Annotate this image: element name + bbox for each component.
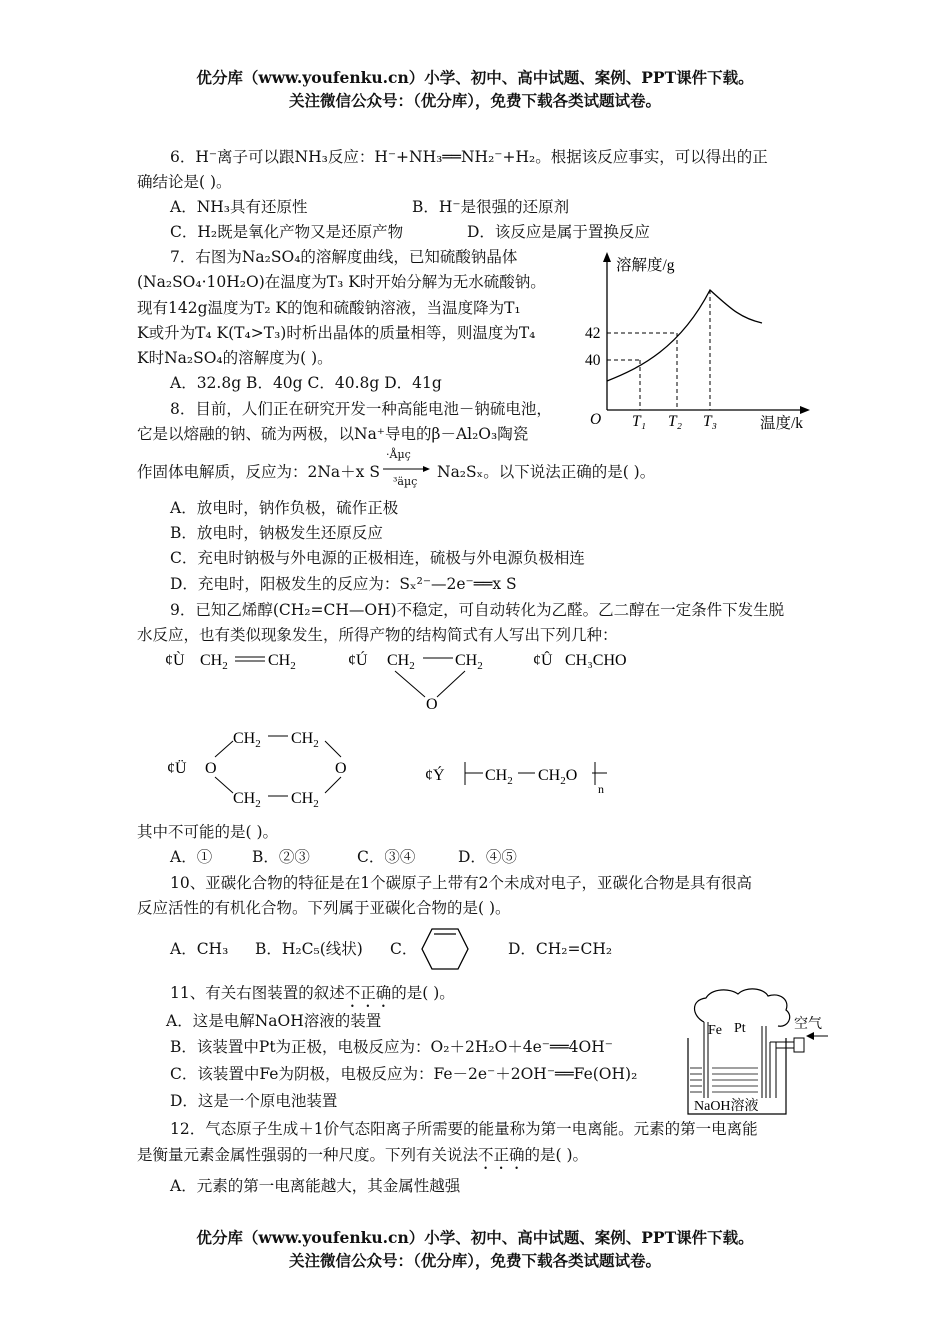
header-line-1: 优分库（www.youfenku.cn）小学、初中、高中试题、案例、PPT课件下载。: [196, 68, 754, 87]
s5-ch: CH: [485, 767, 508, 784]
q12-option-a: A．元素的第一电离能越大，其金属性越强: [170, 1177, 461, 1195]
q8-option-a: A．放电时，钠作负极，硫作正极: [170, 499, 399, 517]
s5-sub-b: 2: [560, 775, 566, 787]
header-line-2: 关注微信公众号：（优分库），免费下载各类试题试卷。: [288, 91, 661, 110]
svg-text:CH2: [233, 730, 261, 750]
q10-option-b: B．H₂C₅(线状): [255, 940, 363, 958]
s4-ch-bl: CH: [233, 790, 256, 807]
s2-o: O: [426, 696, 438, 713]
q7-line-5: K时Na₂SO₄的溶解度为( )。: [137, 349, 333, 367]
svg-text:CH2: [387, 652, 415, 672]
q11-option-c: C．该装置中Fe为阴极，电极反应为：Fe－2e⁻＋2OH⁻══Fe(OH)₂: [170, 1065, 638, 1083]
q11-stem: [170, 981, 455, 1011]
label-fe: Fe: [708, 1023, 722, 1038]
q8-line-1: 8．目前，人们正在研究开发一种高能电池－钠硫电池，: [170, 400, 552, 418]
q11-option-b: B．该装置中Pt为正极，电极反应为：O₂＋2H₂O＋4e⁻══4OH⁻: [170, 1038, 613, 1056]
q9-line-1: 9．已知乙烯醇(CH₂=CH—OH)不稳定，可自动转化为乙醛。乙二醇在一定条件下发生脱: [170, 601, 785, 619]
q11-option-d: D．这是一个原电池装置: [170, 1092, 338, 1110]
s4-sub-br: 2: [313, 798, 319, 810]
svg-text:CH2: [268, 652, 296, 672]
q9-option-b: B．②③: [252, 848, 310, 866]
s4-sub-bl: 2: [255, 798, 261, 810]
graph-y-tick-40: 40: [585, 352, 601, 369]
q12-line-2b: 的是( )。: [524, 1146, 589, 1164]
s5-sub: 2: [507, 775, 513, 787]
q8-line-2: 它是以熔融的钠、硫为两极，以Na⁺导电的β－Al₂O₃陶瓷: [137, 425, 529, 443]
cyclohexene-icon: [420, 926, 470, 972]
s3-ch3cho: CH₃CHO: [565, 652, 627, 669]
s4-sub-tl: 2: [255, 738, 261, 750]
solubility-graph: [580, 248, 810, 438]
s4-o-right: O: [335, 760, 347, 777]
q6-option-a: A．NH₃具有还原性: [170, 198, 308, 216]
q8-option-d: D．充电时，阳极发生的反应为：Sₓ²⁻—2e⁻══x S: [170, 575, 517, 593]
footer-line-1: 优分库（www.youfenku.cn）小学、初中、高中试题、案例、PPT课件下载。: [196, 1228, 754, 1247]
s2-sub-b: 2: [477, 660, 483, 672]
q12-line-2: [137, 1143, 588, 1173]
q8-arrow-bottom: ³äµç: [393, 475, 418, 488]
svg-text:CH2: [200, 652, 228, 672]
q10-option-c: C．: [390, 940, 418, 958]
s2-ch-b: CH: [455, 652, 478, 669]
q10-line-1: 10、亚碳化合物的特征是在1个碳原子上带有2个未成对电子，亚碳化合物是具有很高: [170, 874, 752, 892]
graph-t2: T₂: [668, 413, 683, 430]
svg-text:CH2: [291, 730, 319, 750]
s5-ch-b: CH: [538, 767, 561, 784]
q11-stem-a: 11、有关右图装置的叙述: [170, 984, 345, 1002]
q10-option-d: D．CH₂=CH₂: [508, 940, 613, 958]
q10-option-a: A．CH₃: [170, 940, 229, 958]
marker-4: ¢Ü: [167, 760, 187, 777]
q6-option-b: B．H⁻是很强的还原剂: [412, 198, 570, 216]
s4-ch-tr: CH: [291, 730, 314, 747]
graph-y-label: 溶解度/g: [616, 257, 675, 274]
q9-structures: [165, 645, 665, 810]
q7-line-2: (Na₂SO₄·10H₂O)在温度为T₃ K时开始分解为无水硫酸钠。: [137, 273, 546, 291]
q12-line-1: 12．气态原子生成＋1价气态阳离子所需要的能量称为第一电离能。元素的第一电离能: [170, 1120, 758, 1138]
s4-sub-tr: 2: [313, 738, 319, 750]
graph-origin: O: [590, 411, 602, 428]
graph-y-tick-42: 42: [585, 325, 601, 342]
q8-arrow-top: ·Åµç: [386, 448, 411, 461]
label-air: 空气: [794, 1017, 822, 1032]
label-pt: Pt: [734, 1021, 746, 1036]
apparatus-diagram: [682, 986, 832, 1118]
q9-option-c: C．③④: [357, 848, 416, 866]
s1-sub-b: 2: [290, 660, 296, 672]
q9-line-2: 水反应，也有类似现象发生，所得产物的结构简式有人写出下列几种：: [137, 626, 618, 644]
q7-options: A．32.8g B．40g C．40.8g D．41g: [170, 374, 442, 392]
s4-ch-tl: CH: [233, 730, 256, 747]
svg-text:CH2: [455, 652, 483, 672]
s1-ch-b: CH: [268, 652, 291, 669]
graph-t1: T₁: [632, 413, 647, 430]
s4-o-left: O: [205, 760, 217, 777]
svg-text:CH2: [291, 790, 319, 810]
q11-stem-b: 的是( )。: [391, 984, 455, 1002]
q9-option-a: A．①: [170, 848, 213, 866]
s2-sub: 2: [409, 660, 415, 672]
svg-text:CH2: [485, 767, 513, 787]
marker-2: ¢Ú: [348, 652, 368, 669]
q8-option-c: C．充电时钠极与外电源的正极相连，硫极与外电源负极相连: [170, 549, 585, 567]
graph-x-label: 温度/k: [760, 415, 804, 432]
q10-line-2: 反应活性的有机化合物。下列属于亚碳化合物的是( )。: [137, 899, 511, 917]
q6-stem-line-1: 6．H⁻离子可以跟NH₃反应：H⁻+NH₃══NH₂⁻+H₂。根据该反应事实，可以得出的正: [170, 148, 768, 166]
q7-line-4: K或升为T₄ K(T₄>T₃)时析出晶体的质量相等，则温度为T₄: [137, 324, 536, 342]
q9-ask: 其中不可能的是( )。: [137, 823, 279, 841]
q9-option-d: D．④⑤: [458, 848, 517, 866]
q11-option-a: A．这是电解NaOH溶液的装置: [166, 1012, 382, 1030]
s5-o: O: [565, 767, 578, 784]
graph-t3: T₃: [703, 413, 718, 430]
solubility-curve: [607, 290, 762, 381]
svg-text:CH2: [233, 790, 261, 810]
q6-option-d: D．该反应是属于置换反应: [467, 223, 650, 241]
marker-1: ¢Ù: [165, 652, 185, 669]
q8-option-b: B．放电时，钠极发生还原反应: [170, 524, 383, 542]
q12-line-2a: 是衡量元素金属性强弱的一种尺度。下列有关说法: [137, 1146, 479, 1164]
footer-line-2: 关注微信公众号：（优分库），免费下载各类试题试卷。: [288, 1251, 661, 1270]
q7-line-1: 7．右图为Na₂SO₄的溶解度曲线，已知硫酸钠晶体: [170, 248, 518, 266]
svg-text:CH2O: [538, 767, 577, 787]
marker-5: ¢Ý: [425, 767, 445, 784]
q8-line-3a: 作固体电解质，反应为：2Na＋x S: [137, 463, 380, 481]
q6-option-c: C．H₂既是氧化产物又是还原产物: [170, 223, 404, 241]
s5-n: n: [598, 782, 604, 796]
s2-ch: CH: [387, 652, 410, 669]
q8-reaction-arrow: [383, 465, 431, 473]
marker-3: ¢Û: [533, 652, 553, 669]
s1-ch: CH: [200, 652, 223, 669]
s1-sub: 2: [222, 660, 228, 672]
label-naoh: NaOH溶液: [694, 1099, 759, 1114]
q11-stem-emph: 不正确: [344, 984, 392, 1002]
q7-line-3: 现有142g温度为T₂ K的饱和硫酸钠溶液，当温度降为T₁: [137, 299, 521, 317]
q6-stem-line-2: 确结论是( )。: [137, 173, 232, 191]
q8-line-3b: Na₂Sₓ。以下说法正确的是( )。: [437, 463, 656, 481]
q12-line-2-emph: 不正确: [478, 1146, 525, 1164]
s4-ch-br: CH: [291, 790, 314, 807]
